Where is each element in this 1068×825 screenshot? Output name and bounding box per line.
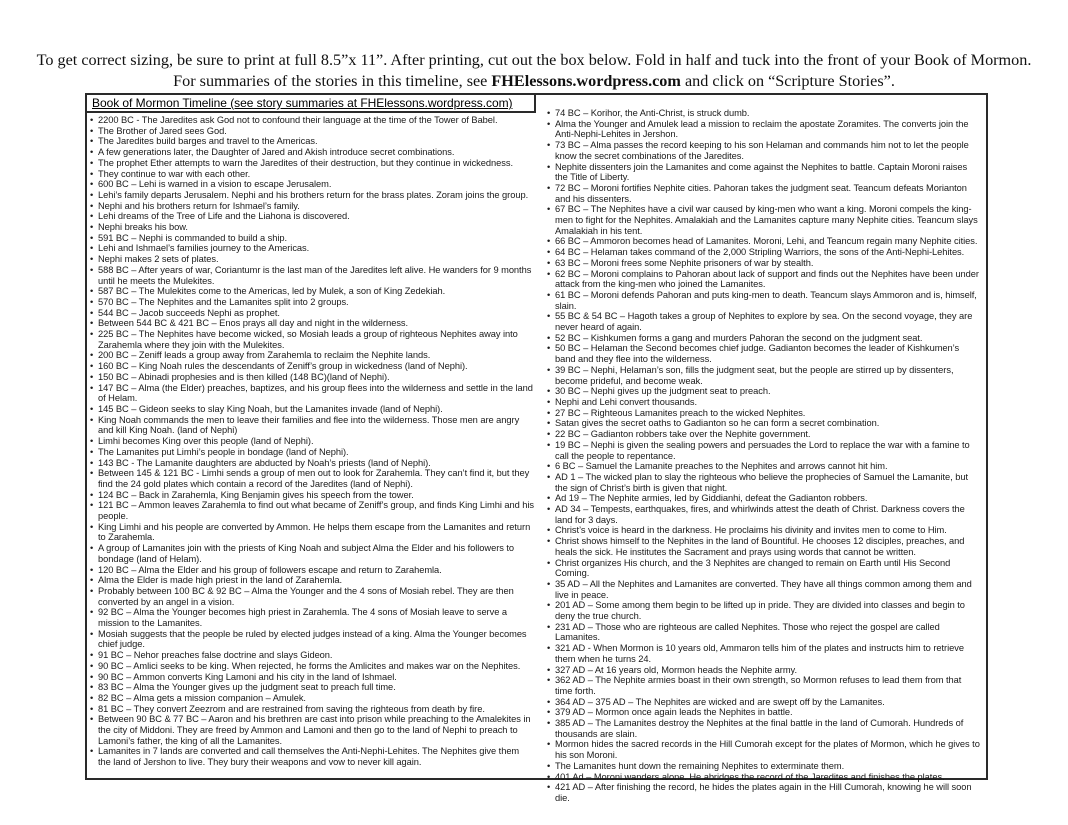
timeline-entry: • 39 BC – Nephi, Helaman’s son, fills the judgment seat, but the people are stirred up by dissenters, become prideful, and become weak. [547,365,980,386]
timeline-entry: • Nephi and his brothers return for Ishmael’s family. [90,201,534,212]
timeline-entry: • 591 BC – Nephi is commanded to build a ship. [90,233,534,244]
timeline-entry: • 92 BC – Alma the Younger becomes high priest in Zarahemla. The 4 sons of Mosiah leave to serve a mission to the Lamanites. [90,607,534,628]
timeline-entry: • 160 BC – King Noah rules the descendants of Zeniff’s group in wickedness (land of Nephi). [90,361,534,372]
timeline-column-right [536,95,986,803]
timeline-entry: • The Lamanites put Limhi’s people in bondage (land of Nephi). [90,447,534,458]
timeline-entry: • 2200 BC - The Jaredites ask God not to confound their language at the time of the Tower of Babel. [90,115,534,126]
timeline-entry: • 364 AD – 375 AD – The Nephites are wicked and are swept off by the Lamanites. [547,697,980,708]
timeline-entry: • The prophet Ether attempts to warn the Jaredites of their destruction, but they continue in wickedness. [90,158,534,169]
timeline-entry: • 231 AD – Those who are righteous are called Nephites. Those who reject the gospel are called Lamanites. [547,622,980,643]
timeline-entry: • 570 BC – The Nephites and the Lamanites split into 2 groups. [90,297,534,308]
timeline-entry: • 150 BC – Abinadi prophesies and is then killed (148 BC)(land of Nephi). [90,372,534,383]
timeline-entry: • Alma the Younger and Amulek lead a mission to reclaim the apostate Zoramites. The converts join the Anti-Nephi-Lehites in Jershon. [547,119,980,140]
timeline-entry: • 74 BC – Korihor, the Anti-Christ, is struck dumb. [547,108,980,119]
timeline-entry: • 67 BC – The Nephites have a civil war caused by king-men who want a king. Moroni compels the king-men to fight for the Nephites. Amalakiah and the Lamanites capture many Nephite cities. Teancum slays Amalakiah in his tent. [547,204,980,236]
timeline-entry: • AD 1 – The wicked plan to slay the righteous who believe the prophecies of Samuel the Lamanite, but the sign of Christ’s birth is given that night. [547,472,980,493]
timeline-entry: • Lehi and Ishmael’s families journey to the Americas. [90,243,534,254]
print-instructions-line2 [0,71,1068,92]
timeline-entry: • 327 AD – At 16 years old, Mormon heads the Nephite army. [547,665,980,676]
timeline-entry: • A few generations later, the Daughter of Jared and Akish introduce secret combinations. [90,147,534,158]
timeline-entry: • 72 BC – Moroni fortifies Nephite cities. Pahoran takes the judgment seat. Teancum defeats Morianton and his dissenters. [547,183,980,204]
timeline-entry: • 124 BC – Back in Zarahemla, King Benjamin gives his speech from the tower. [90,490,534,501]
timeline-entry: • 19 BC – Nephi is given the sealing powers and persuades the Lord to replace the war with a famine to call the people to repentance. [547,440,980,461]
timeline-entry: • The Lamanites hunt down the remaining Nephites to exterminate them. [547,761,980,772]
timeline-entry: • Lehi’s family departs Jerusalem. Nephi and his brothers return for the brass plates. Zoram joins the group. [90,190,534,201]
timeline-entry: • 587 BC – The Mulekites come to the Americas, led by Mulek, a son of King Zedekiah. [90,286,534,297]
timeline-entry: • Mormon hides the sacred records in the Hill Cumorah except for the plates of Mormon, which he gives to his son Moroni. [547,739,980,760]
timeline-entry: • Nephite dissenters join the Lamanites and come against the Nephites to battle. Captain Moroni raises the Title of Liberty. [547,162,980,183]
timeline-entry: • They continue to war with each other. [90,169,534,180]
timeline-entry: • Between 90 BC & 77 BC – Aaron and his brethren are cast into prison while preaching to the Amalekites in the city of Middoni. They are freed by Ammon and Lamoni and then go to the land of Nephi to preach to Lamoni’s father, the king of all the Lamanites. [90,714,534,746]
timeline-entry: • Christ shows himself to the Nephites in the land of Bountiful. He chooses 12 disciples, preaches, and heals the sick. He institutes the Sacrament and prays using words that cannot be written. [547,536,980,557]
website-url: FHElessons.wordpress.com [491,71,681,90]
timeline-entry: • Satan gives the secret oaths to Gadianton so he can form a secret combination. [547,418,980,429]
timeline-entry: • 30 BC – Nephi gives up the judgment seat to preach. [547,386,980,397]
timeline-entry: • 66 BC – Ammoron becomes head of Lamanites. Moroni, Lehi, and Teancum regain many Nephite cities. [547,236,980,247]
timeline-entries-right [544,106,982,804]
print-instructions-line2-prefix: For summaries of the stories in this timeline, see [173,71,492,90]
timeline-entry: • 55 BC & 54 BC – Hagoth takes a group of Nephites to explore by sea. On the second voyage, they are never heard of again. [547,311,980,332]
timeline-entry: • AD 34 – Tempests, earthquakes, fires, and whirlwinds attest the death of Christ. Darkness covers the land for 3 days. [547,504,980,525]
page-title: Book of Mormon Timeline (see story summaries at FHElessons.wordpress.com) [87,95,536,113]
timeline-entry: • 64 BC – Helaman takes command of the 2,000 Stripling Warriors, the sons of the Anti-Nephi-Lehites. [547,247,980,258]
timeline-entry: • Between 145 & 121 BC - Limhi sends a group of men out to look for Zarahemla. They can’t find it, but they find the 24 gold plates which contain a record of the Jaredites (land of Nephi). [90,468,534,489]
timeline-entry: • 81 BC – They convert Zeezrom and are restrained from saving the righteous from death by fire. [90,704,534,715]
timeline-entry: • 544 BC – Jacob succeeds Nephi as prophet. [90,308,534,319]
timeline-box [85,93,988,803]
timeline-entry: • 201 AD – Some among them begin to be lifted up in pride. They are divided into classes and begin to deny the true church. [547,600,980,621]
timeline-entry: • 63 BC – Moroni frees some Nephite prisoners of war by stealth. [547,258,980,269]
timeline-entry: • Ad 19 – The Nephite armies, led by Giddianhi, defeat the Gadianton robbers. [547,493,980,504]
timeline-entry: • 27 BC – Righteous Lamanites preach to the wicked Nephites. [547,408,980,419]
timeline-entry: • 83 BC – Alma the Younger gives up the judgment seat to preach full time. [90,682,534,693]
timeline-entry: • 401 Ad – Moroni wanders alone. He abridges the record of the Jaredites and finishes the plates. [547,772,980,783]
timeline-entry: • 225 BC – The Nephites have become wicked, so Mosiah leads a group of righteous Nephites away into Zarahemla where they join with the Mulekites. [90,329,534,350]
timeline-entry: • 143 BC - The Lamanite daughters are abducted by Noah’s priests (land of Nephi). [90,458,534,469]
timeline-entry: • The Jaredites build barges and travel to the Americas. [90,136,534,147]
timeline-entry: • Christ’s voice is heard in the darkness. He proclaims his divinity and invites men to come to Him. [547,525,980,536]
timeline-entry: • 145 BC – Gideon seeks to slay King Noah, but the Lamanites invade (land of Nephi). [90,404,534,415]
timeline-entries-left [87,113,536,768]
timeline-entry: • 321 AD - When Mormon is 10 years old, Ammaron tells him of the plates and instructs him to retrieve them when he turns 24. [547,643,980,664]
timeline-entry: • 50 BC – Helaman the Second becomes chief judge. Gadianton becomes the leader of Kishkumen’s band and they flee into the wilderness. [547,343,980,364]
timeline-entry: • 61 BC – Moroni defends Pahoran and puts king-men to death. Teancum slays Ammoron and is, himself, slain. [547,290,980,311]
timeline-entry: • 91 BC – Nehor preaches false doctrine and slays Gideon. [90,650,534,661]
timeline-entry: • 120 BC – Alma the Elder and his group of followers escape and return to Zarahemla. [90,565,534,576]
timeline-entry: • 22 BC – Gadianton robbers take over the Nephite government. [547,429,980,440]
timeline-entry: • Lehi dreams of the Tree of Life and the Liahona is discovered. [90,211,534,222]
timeline-entry: • 385 AD – The Lamanites destroy the Nephites at the final battle in the land of Cumorah. Hundreds of thousands are slain. [547,718,980,739]
print-instructions-line2-suffix: and click on “Scripture Stories”. [680,71,895,90]
timeline-entry: • 35 AD – All the Nephites and Lamanites are converted. They have all things common among them and live in peace. [547,579,980,600]
print-instructions-line1: To get correct sizing, be sure to print at full 8.5”x 11”. After printing, cut out the box below. Fold in half and tuck into the front of your Book of Mormon. [36,51,1032,69]
timeline-entry: • 200 BC – Zeniff leads a group away from Zarahemla to reclaim the Nephite lands. [90,350,534,361]
timeline-entry: • Alma the Elder is made high priest in the land of Zarahemla. [90,575,534,586]
timeline-entry: • 6 BC – Samuel the Lamanite preaches to the Nephites and arrows cannot hit him. [547,461,980,472]
timeline-column-left [87,95,536,778]
timeline-entry: • Between 544 BC & 421 BC – Enos prays all day and night in the wilderness. [90,318,534,329]
timeline-entry: • Christ organizes His church, and the 3 Nephites are changed to remain on Earth until His Second Coming. [547,558,980,579]
timeline-entry: • Limhi becomes King over this people (land of Nephi). [90,436,534,447]
timeline-entry: • Lamanites in 7 lands are converted and call themselves the Anti-Nephi-Lehites. The Nephites give them the land of Jershon to live. They bury their weapons and vow to never kill again. [90,746,534,767]
timeline-entry: • Nephi breaks his bow. [90,222,534,233]
timeline-entry: • Nephi makes 2 sets of plates. [90,254,534,265]
timeline-entry: • 421 AD – After finishing the record, he hides the plates again in the Hill Cumorah, knowing he will soon die. [547,782,980,803]
timeline-entry: • 600 BC – Lehi is warned in a vision to escape Jerusalem. [90,179,534,190]
timeline-entry: • 82 BC – Alma gets a mission companion – Amulek. [90,693,534,704]
timeline-entry: • 362 AD – The Nephite armies boast in their own strength, so Mormon refuses to lead them from that time forth. [547,675,980,696]
timeline-entry: • Mosiah suggests that the people be ruled by elected judges instead of a king. Alma the Younger becomes chief judge. [90,629,534,650]
timeline-entry: • 90 BC – Ammon converts King Lamoni and his city in the land of Ishmael. [90,672,534,683]
timeline-entry: • 73 BC – Alma passes the record keeping to his son Helaman and commands him not to let the people know the secret combinations of the Jaredites. [547,140,980,161]
timeline-entry: • 121 BC – Ammon leaves Zarahemla to find out what became of Zeniff’s group, and finds King Limhi and his people. [90,500,534,521]
timeline-entry: • 588 BC – After years of war, Coriantumr is the last man of the Jaredites left alive. He wanders for 9 months until he meets the Mulekites. [90,265,534,286]
timeline-entry: • Nephi and Lehi convert thousands. [547,397,980,408]
print-instructions [0,50,1068,91]
timeline-entry: • The Brother of Jared sees God. [90,126,534,137]
timeline-entry: • King Noah commands the men to leave their families and flee into the wilderness. Those men are angry and kill King Noah. (land of Nephi) [90,415,534,436]
timeline-entry: • 147 BC – Alma (the Elder) preaches, baptizes, and his group flees into the wilderness and settle in the land of Helam. [90,383,534,404]
timeline-entry: • 379 AD – Mormon once again leads the Nephites in battle. [547,707,980,718]
timeline-entry: • Probably between 100 BC & 92 BC – Alma the Younger and the 4 sons of Mosiah rebel. They are then converted by an angel in a vision. [90,586,534,607]
timeline-entry: • 90 BC – Amlici seeks to be king. When rejected, he forms the Amlicites and makes war on the Nephites. [90,661,534,672]
timeline-entry: • 52 BC – Kishkumen forms a gang and murders Pahoran the second on the judgment seat. [547,333,980,344]
timeline-entry: • A group of Lamanites join with the priests of King Noah and subject Alma the Elder and his followers to bondage (land of Helam). [90,543,534,564]
timeline-entry: • 62 BC – Moroni complains to Pahoran about lack of support and finds out the Nephites have been under attack from the king-men who joined the Lamanites. [547,269,980,290]
timeline-entry: • King Limhi and his people are converted by Ammon. He helps them escape from the Lamanites and return to Zarahemla. [90,522,534,543]
